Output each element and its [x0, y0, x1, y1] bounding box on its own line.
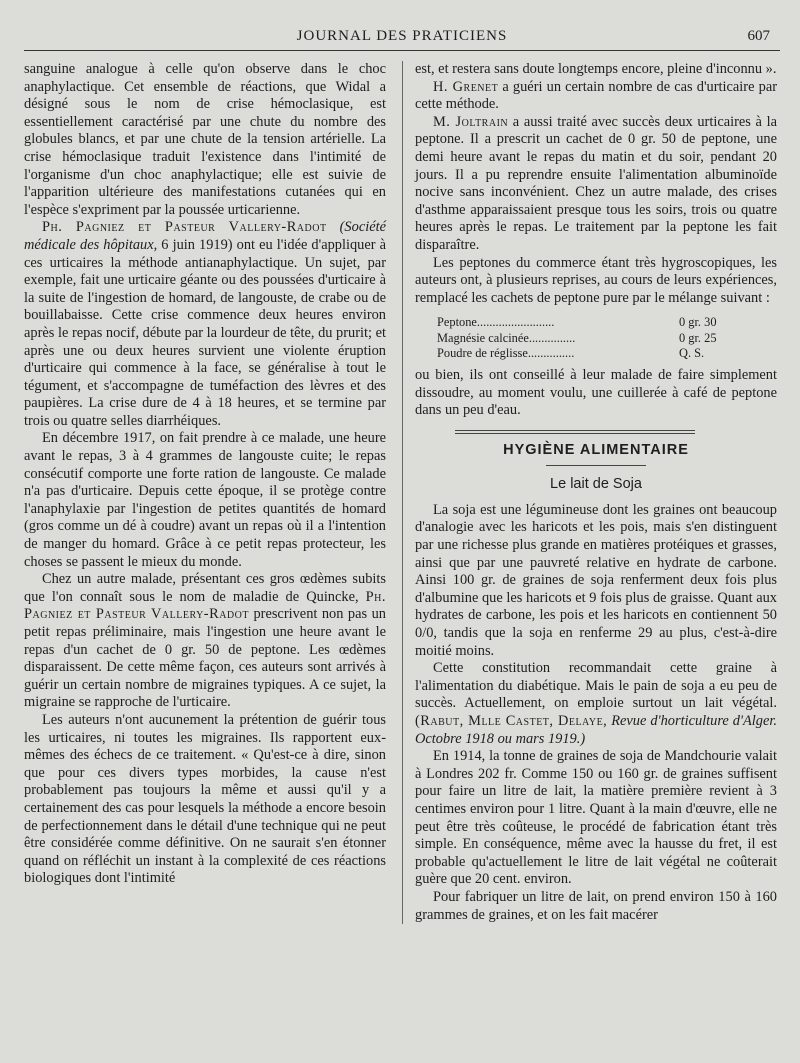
paragraph: sanguine analogue à celle qu'on observe dans le choc anaphylactique. Cet ensemble de réactions, que Widal a désigné sous le nom de crise hémoclasique, est essentiellement caractérisé par une chute du nombre des globules blancs, et par une chute de la tension artérielle. La crise hémoclasique traduit l'existence dans l'intimité de l'organisme d'un choc anaphylactique; elle est suivie de l'apparition ultérieure des manifestations cutanées qui en l'espèce s'expriment par la poussée urticarienne.: [24, 61, 386, 218]
title-rule: [546, 465, 646, 466]
author-names: Ph. Pagniez et Pasteur Vallery-Radot: [42, 219, 327, 236]
paragraph: En 1914, la tonne de graines de soja de Mandchourie valait à Londres 202 fr. Comme 150 ou 160 gr. de graines suffisent pour faire un litre de lait, la matière première revient à 3 centimes environ pour 1 litre. Quant à la main d'œuvre, elle ne peut être très coûteuse, le procédé de fabrication étant très simple. En conséquence, même avec la hausse du fret, il est probable qu'actuellement le litre de lait végétal ne coûterait guère que 20 cent. environ.: [415, 748, 777, 888]
recipe-row: [437, 346, 777, 361]
ingredient-quantity: Q. S.: [679, 345, 705, 360]
paragraph: [415, 79, 777, 114]
author-name: H. Grenet: [433, 78, 499, 95]
paragraph-text: 6 juin 1919) ont eu l'idée d'appliquer à ces urticaires la méthode antianaphylactique. Un sujet, par exemple, fait une urticaire géante ou des poussées d'urticaire à la suite de l'ingestion de homard, de langouste, de crabe ou de bouillabaisse. Cette crise commence deux heures environ après le repas nocif, débute par la lourdeur de tête, du prurit; et après une ou deux heures survient une violente éruption d'urticaire qui commence à la face, se généralise à tout le tégument, et s'accompagne de tuméfaction des lèvres et des paupières. La crise dure de 4 à 18 heures, et se termine par trois ou quatre selles diarrhéiques.: [24, 236, 387, 429]
article-title: Le lait de Soja: [550, 476, 642, 493]
paragraph: Pour fabriquer un litre de lait, on prend environ 150 à 160 grammes de graines, et on les fait macérer: [415, 888, 777, 923]
recipe-row: [437, 331, 777, 346]
journal-title: JOURNAL DES PRATICIENS: [296, 28, 508, 44]
recipe-row: [437, 315, 777, 330]
section-rule: [455, 430, 695, 434]
paragraph-text: Chez un autre malade, présentant ces gros œdèmes subits que l'on connaît sous le nom de maladie de Quincke,: [24, 571, 386, 605]
two-column-body: [24, 61, 780, 924]
paragraph: Les auteurs n'ont aucunement la prétention de guérir tous les urticaires, ni toutes les migraines. Ils rapportent eux-mêmes des échecs de ce traitement. « Qu'est-ce à dire, sinon que pour ces divers types morbides, la cause n'est probablement pas toujours la même et aussi qu'il y a certainement des cas pour lesquels la méthode a encore besoin de perfectionnement dans le détail d'une technique qui ne peut être considérée comme définitive. On ne saurait s'en étonner quand on réfléchit un instant à la complexité de ces réactions biologiques dont l'intimité: [24, 711, 386, 887]
ingredient-name: Poudre de réglisse...............: [437, 345, 575, 360]
page-number: 607: [747, 28, 770, 44]
paragraph: La soja est une légumineuse dont les graines ont beaucoup d'analogie avec les haricots et les pois, mais s'en distinguent par une richesse plus grande en matières protéiques et grasses, ainsi que par une pauvreté relative en hydrate de carbone. Ainsi 100 gr. de graines de soja renferment deux fois plus d'albumine que les haricots et 9 fois plus de graisse. Quant aux hydrates de carbone, les pois et les haricots en contiennent 50 0/0, tandis que la soja en renferme 29 au plus, c'est-à-dire moitié moins.: [415, 501, 777, 659]
running-header: [24, 22, 780, 51]
source-authors: (Rabut, Mlle Castet, Delaye,: [415, 713, 608, 730]
paragraph: En décembre 1917, on fait prendre à ce malade, une heure avant le repas, 3 à 4 grammes de langouste cuite; le repas consécutif comporte une forte ration de langouste. Ce malade n'a pas d'urticaire. Depuis cette époque, il se protège contre l'anaphylaxie par l'ingestion de petites quantités de homard (gros comme un dé à coudre) avant un repas où il a l'intention de manger du homard. Grâce à ce petit repas protecteur, les choses se passent le mieux du monde.: [24, 430, 386, 570]
paragraph: [415, 660, 777, 748]
citation: (Société médicale des hôpitaux,: [24, 219, 386, 253]
ingredient-name: Peptone.........................: [437, 315, 555, 330]
author-name: M. Joltrain: [433, 113, 509, 130]
paragraph: [24, 571, 386, 712]
section-title: HYGIÈNE ALIMENTAIRE: [503, 441, 689, 458]
paragraph: [415, 114, 777, 255]
paragraph-text: prescrivent non pas un petit repas préliminaire, mais l'ingestion une heure avant le repas d'un cachet de 0 gr. 50 de peptone. Les œdèmes disparaissent. De cette même façon, ces auteurs sont arrivés à guérir un certain nombre de migraines typiques. A ce sujet, la migraine se rapproche de l'urticaire.: [24, 606, 386, 711]
paragraph-text: a aussi traité avec succès deux urticaires à la peptone. Il a prescrit un cachet de 0 gr. 50 de peptone, une demi heure avant le repas du matin et du soir, pendant 20 jours. Il a pu reprendre ensuite l'alimentation albuminoïde nocive sans inconvénient. Chez un autre malade, des crises d'asthme apparaissaient presque tous les soirs, trois ou quatre heures après le repas. Le traitement par la peptone les fait disparaître.: [415, 113, 777, 253]
paragraph: [24, 219, 386, 430]
ingredient-quantity: 0 gr. 25: [679, 330, 717, 345]
paragraph: ou bien, ils ont conseillé à leur malade de faire simplement dissoudre, au moment voulu, une cuillerée à café de peptone dans un peu d'eau.: [415, 366, 777, 419]
ingredient-quantity: 0 gr. 30: [679, 315, 717, 330]
right-column: [411, 61, 777, 924]
paragraph: est, et restera sans doute longtemps encore, pleine d'inconnu ».: [415, 61, 777, 77]
ingredient-name: Magnésie calcinée...............: [437, 330, 576, 345]
recipe-list: [437, 315, 777, 361]
paragraph-text: Cette constitution recommandait cette graine à l'alimentation du diabétique. Mais le pain de soja a eu peu de succès. Actuellement, on emploie surtout un lait végétal.: [415, 660, 777, 712]
source-journal: Revue d'horticulture d'Alger. Octobre 1918 ou mars 1919.): [415, 713, 777, 747]
author-names: Ph. Pagniez et Pasteur Vallery-Radot: [24, 588, 386, 623]
left-column: [24, 61, 394, 924]
paragraph-text: a guéri un certain nombre de cas d'urticaire par cette méthode.: [415, 78, 778, 113]
paragraph: Les peptones du commerce étant très hygroscopiques, les auteurs ont, à plusieurs reprises, au cours de leurs expériences, remplacé les cachets de peptone pure par le mélange suivant :: [415, 254, 777, 306]
column-divider: [402, 61, 403, 924]
